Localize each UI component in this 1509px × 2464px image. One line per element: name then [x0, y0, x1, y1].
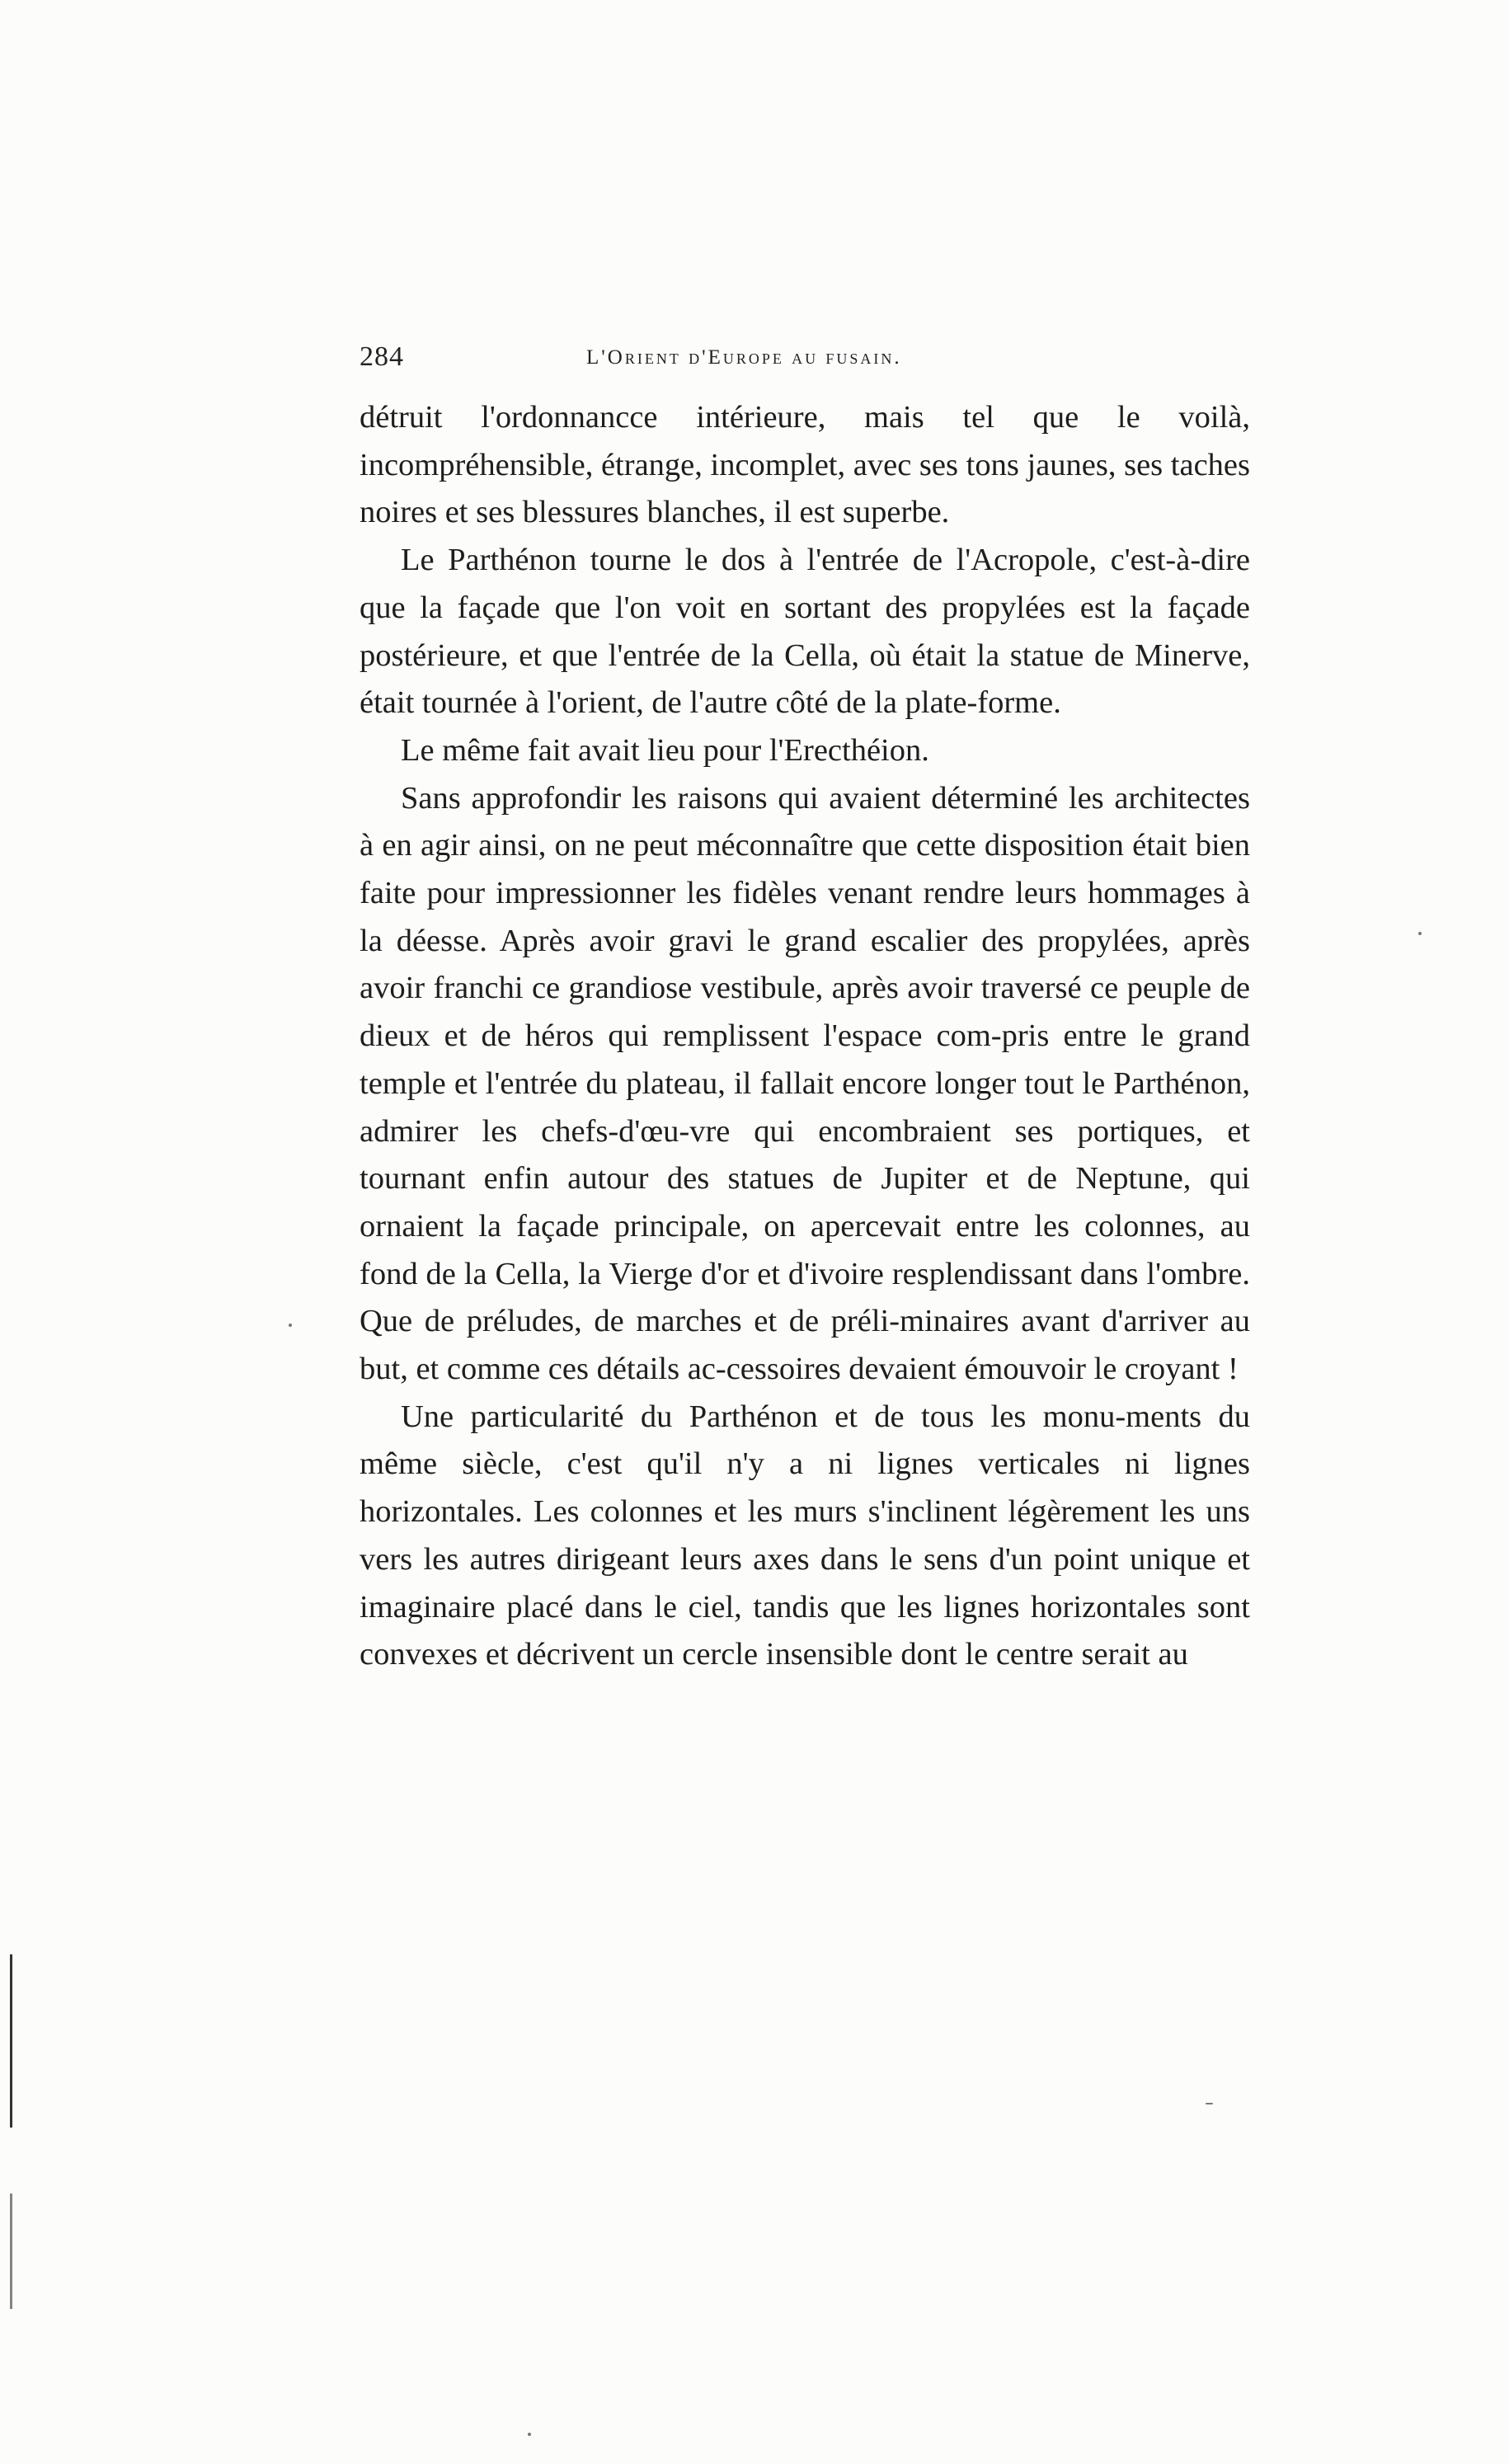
- scan-margin-line: [10, 1954, 12, 2128]
- scan-speck: [528, 2433, 531, 2436]
- paragraph-erechtheion: Le même fait avait lieu pour l'Erecthéion.: [401, 732, 929, 768]
- page-header: [360, 341, 1250, 388]
- paragraph-architects: Sans approfondir les raisons qui avaient déterminé les architectes à en agir ainsi, on ne peut méconnaître que cette disposition était bien faite pour impressionner les fidèles venant rendre leurs hommages à la déesse. Après avoir gravi le grand escalier des propylées, après avoir franchi ce grandiose vestibule, après avoir traversé ce peuple de dieux et de héros qui remplissent l'espace com-pris entre le grand temple et l'entrée du plateau, il fallait encore longer tout le Parthénon, admirer les chefs-d'œu-vre qui encombraient ses portiques, et tournant enfin autour des statues de Jupiter et de Neptune, qui ornaient la façade principale, on apercevait entre les colonnes, au fond de la Cella, la Vierge d'or et d'ivoire resplendissant dans l'ombre. Que de préludes, de marches et de préli-minaires avant d'arriver au but, et comme ces détails ac-cessoires devaient émouvoir le croyant !: [360, 780, 1250, 1387]
- scan-speck: [1206, 2103, 1213, 2104]
- body-text: [360, 394, 1250, 1679]
- scan-speck: [289, 1324, 292, 1327]
- scan-margin-line: [10, 2194, 12, 2309]
- paragraph-parthenon-orientation: Le Parthénon tourne le dos à l'entrée de l'Acropole, c'est-à-dire que la façade que l'on voit en sortant des propylées est la façade postérieure, et que l'entrée de la Cella, où était la statue de Minerve, était tournée à l'orient, de l'autre côté de la plate-forme.: [360, 543, 1250, 721]
- scan-speck: [1418, 932, 1422, 935]
- page-number: 284: [360, 341, 404, 372]
- paragraph-continuation: détruit l'ordonnancce intérieure, mais tel que le voilà, incompréhensible, étrange, incomplet, avec ses tons jaunes, ses taches noires et ses blessures blanches, il est superbe.: [360, 400, 1250, 530]
- running-title: L'Orient d'Europe au fusain.: [586, 346, 902, 369]
- paragraph-curvature: Une particularité du Parthénon et de tous les monu-ments du même siècle, c'est qu'il n'y a ni lignes verticales ni lignes horizontales. Les colonnes et les murs s'inclinent légèrement les uns vers les autres dirigeant leurs axes dans le sens d'un point unique et imaginaire placé dans le ciel, tandis que les lignes horizontales sont convexes et décrivent un cercle insensible dont le centre serait au: [360, 1399, 1250, 1672]
